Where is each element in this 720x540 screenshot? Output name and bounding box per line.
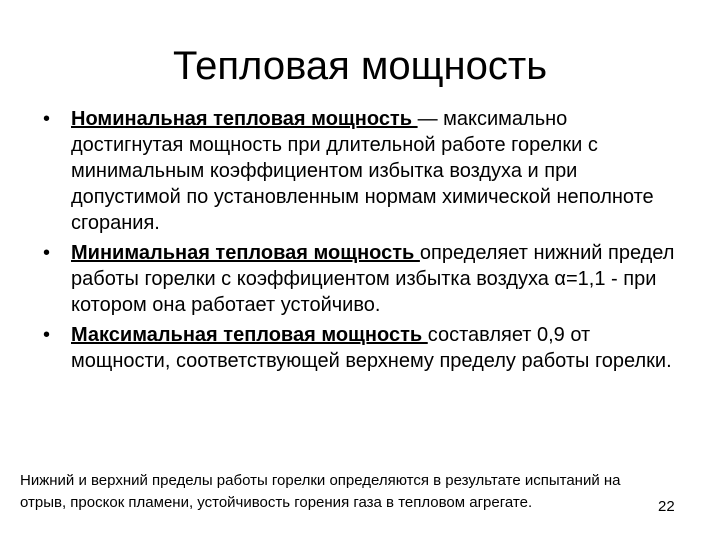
bullet-text: — максимально достигнутая мощность при длительной работе горелки с минимальным коэффициентом избытка воздуха и при допустимой по установленным нормам химической неполноте сгорания. (71, 108, 654, 234)
bullet-icon: • (43, 242, 51, 264)
bullet-item-minimum (40, 240, 680, 318)
bullet-text: определяет нижний предел работы горелки с коэффициентом избытка воздуха α=1,1 - при котором она работает устойчиво. (71, 242, 675, 316)
bullet-term: Номинальная тепловая мощность (71, 108, 418, 130)
bullet-list (40, 106, 680, 378)
bullet-term: Максимальная тепловая мощность (71, 324, 428, 346)
bullet-icon: • (43, 108, 51, 130)
bullet-icon: • (43, 324, 51, 346)
bullet-item-maximum (40, 322, 680, 374)
footnote: Нижний и верхний пределы работы горелки определяются в результате испытаний на отрыв, проскок пламени, устойчивость горения газа в тепловом агрегате. (20, 472, 621, 511)
bullet-item-nominal (40, 106, 680, 236)
slide-number: 22 (658, 498, 675, 515)
slide-title: Тепловая мощность (172, 44, 548, 88)
bullet-term: Минимальная тепловая мощность (71, 242, 420, 264)
bullet-text: составляет 0,9 от мощности, соответствующей верхнему пределу работы горелки. (71, 324, 672, 372)
